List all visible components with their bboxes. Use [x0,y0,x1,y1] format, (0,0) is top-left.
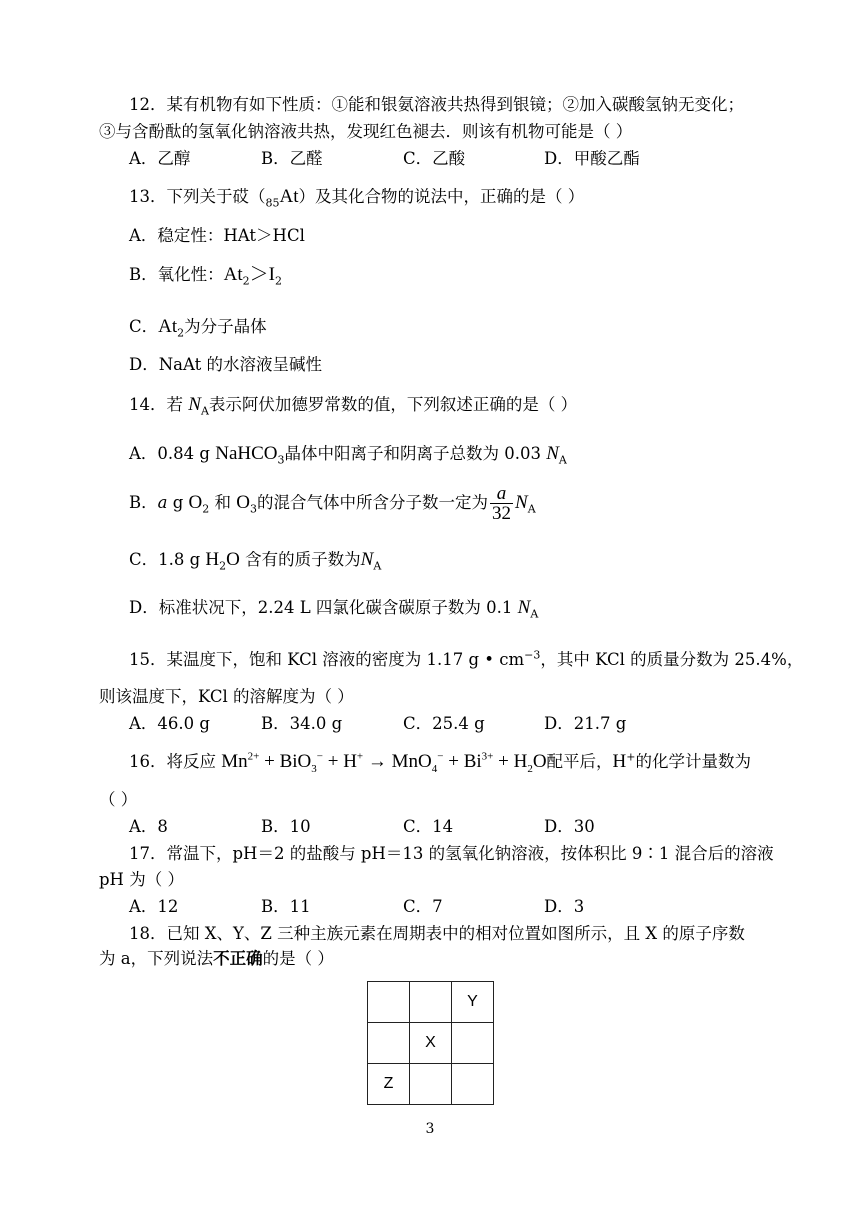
grid-cell-z: Z [368,1064,410,1105]
q17-option-a: A．12 [129,897,179,916]
q12-option-d: D．甲酸乙酯 [544,149,640,168]
q12-option-c: C．乙酸 [403,149,466,168]
q13-option-d: D．NaAt 的水溶液呈碱性 [129,355,323,374]
q12-stem-line1: 12．某有机物有如下性质：①能和银氨溶液共热得到银镜；②加入碳酸氢钠无变化； [129,95,744,114]
q12-stem-line2: ③与含酚酞的氢氧化钠溶液共热，发现红色褪去．则该有机物可能是（ ） [99,122,633,141]
q13-stem: 13．下列关于砹$(_{85}At)$及其化合物的说法中，正确的是（ ） [129,186,585,210]
grid-cell [368,982,410,1023]
grid-cell-y: Y [452,982,494,1023]
page-number: 3 [425,1121,435,1137]
q16-equation: $Mn^{2+} + BiO_3^- + H^+ \to MnO_4^- + Bi^{3+} + H_2O$ [221,750,547,775]
q17-option-c: C．7 [403,897,443,916]
q16-option-c: C．14 [403,817,454,836]
q13-option-b: B．氧化性：$At_2>I_2$ [129,264,282,288]
q16-stem-line2: （ ） [99,790,138,809]
q14-option-b: B．a g $O_2$ 和 $O_3$的混合气体中所含分子数一定为 $\frac{a}{32}$ $N_A$ [129,483,536,524]
q16-option-a: A．8 [129,817,168,836]
q13-option-a: A．稳定性：HAt＞HCl [129,226,305,245]
q12-option-a: A．乙醇 [129,149,191,168]
grid-cell [410,982,452,1023]
q15-option-c: C．25.4 g [403,714,485,733]
q14-option-a: A．0.84 g NaHCO$_3$晶体中阳离子和阴离子总数为 0.03 $N_A$ [129,443,567,467]
q18-stem-line2: 为 a，下列说法不正确的是（ ） [99,949,334,968]
q16-option-b: B．10 [261,817,311,836]
grid-cell [410,1064,452,1105]
q14-stem: 14．若 $N_A$表示阿伏加德罗常数的值，下列叙述正确的是（ ） [129,394,578,418]
q14-fraction: $\frac{a}{32}$ [492,483,512,524]
q17-stem-line1: 17．常温下，pH＝2 的盐酸与 pH＝13 的氢氧化钠溶液，按体积比 9∶1 混合后的溶液 [129,844,774,863]
q17-option-d: D．3 [544,897,585,916]
q12-option-b: B．乙醛 [261,149,323,168]
q14-option-c: C．1.8 g $H_2O$ 含有的质子数为$N_A$ [129,549,382,573]
q15-option-d: D．21.7 g [544,714,627,733]
q15-stem-line1: 15．某温度下，饱和 KCl 溶液的密度为 1.17 g • $cm^{-3}$，其中 KCl 的质量分数为 25.4%， [129,648,804,669]
grid-cell-x: X [410,1023,452,1064]
q17-stem-line2: pH 为（ ） [99,870,184,889]
q17-option-b: B．11 [261,897,311,916]
q16-stem: 16．将反应 $Mn^{2+} + BiO_3^- + H^+ \to MnO_4^- + Bi^{3+} + H_2O$配平后，H+的化学计量数为 [129,750,751,775]
periodic-position-grid [367,981,494,1105]
q15-option-a: A．46.0 g [129,714,210,733]
grid-cell [452,1023,494,1064]
q18-stem-line1: 18．已知 X、Y、Z 三种主族元素在周期表中的相对位置如图所示，且 X 的原子序数 [129,924,745,943]
q14-option-d: D．标准状况下，2.24 L 四氯化碳含碳原子数为 0.1 $N_A$ [129,597,539,621]
q15-option-b: B．34.0 g [261,714,343,733]
grid-cell [452,1064,494,1105]
grid-cell [368,1023,410,1064]
q13-option-c: C．$At_2$为分子晶体 [129,316,267,340]
q16-option-d: D．30 [544,817,595,836]
q15-stem-line2: 则该温度下，KCl 的溶解度为（ ） [99,687,354,706]
